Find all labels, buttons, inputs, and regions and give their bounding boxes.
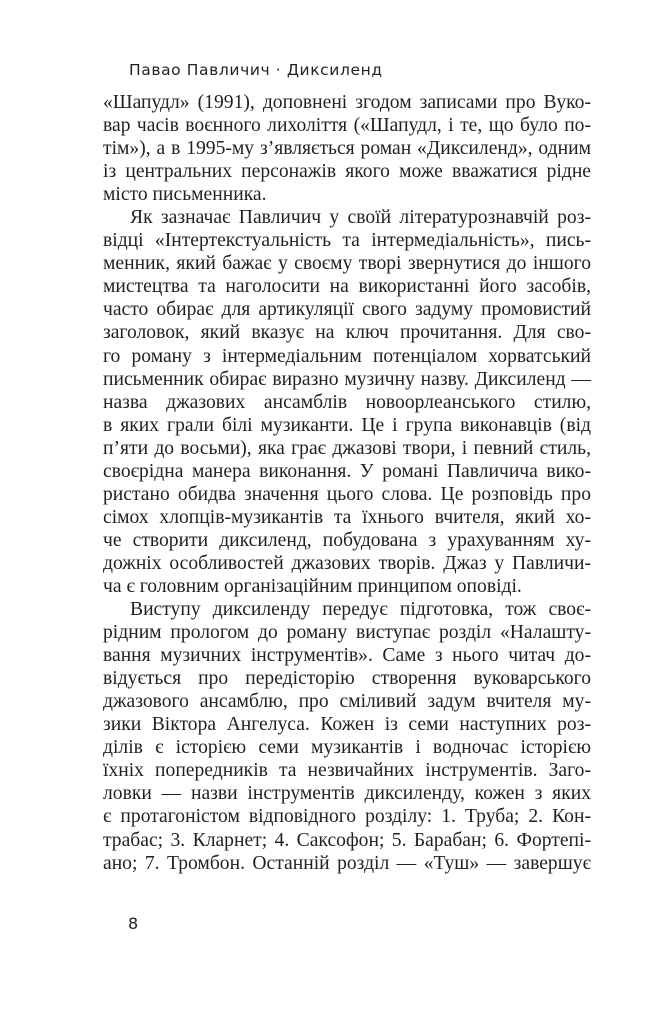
text-line: часто обирає для артикуляції свого задуму промовистий (103, 299, 591, 321)
text-line: назва джазових ансамблів новоорлеанського стилю, (103, 391, 591, 413)
text-line: ча є головним організаційним принципом оповіді. (103, 575, 522, 597)
paragraph (103, 91, 591, 206)
text-line: із центральних персонажів якого може вважатися рідне (103, 161, 591, 183)
text-line: тім»), а в 1995-му з’являється роман «Диксиленд», одним (103, 138, 591, 160)
paragraph (103, 598, 591, 875)
text-line: «Шапудл» (1991), доповнені згодом записами про Вуко- (103, 92, 591, 113)
text-line: Як зазначає Павличич у своїй літературознавчій роз- (130, 207, 591, 229)
text-line: є протагоністом відповідного розділу: 1. Труба; 2. Кон- (103, 806, 591, 828)
text-line: вання музичних інструментів». Саме з нього читач до- (103, 645, 591, 667)
text-line: заголовок, який вказує на ключ прочитання. Для сво- (103, 322, 591, 344)
text-line: ано; 7. Тромбон. Останній розділ — «Туш» — завершує (103, 852, 591, 874)
text-line: ловки — назви інструментів диксиленду, кожен з яких (103, 783, 591, 805)
text-line: відується про передісторію створення вуковарського (103, 668, 591, 690)
text-line: письменник обирає виразно музичну назву. Диксиленд — (103, 368, 591, 390)
text-line: джазового ансамблю, про сміливий задум вчителя му- (103, 691, 591, 713)
text-line: менник, який бажає у своєму творі звернутися до іншого (103, 253, 591, 275)
text-line: че створити диксиленд, побудована з урахуванням ху- (103, 529, 591, 551)
text-line: рідним прологом до роману виступає розділ «Налашту- (103, 622, 591, 644)
text-line: відці «Інтертекстуальність та інтермедіальність», пись- (103, 230, 591, 252)
text-line: в яких грали білі музиканти. Це і група виконавців (від (103, 414, 591, 436)
text-line: їхніх попередників та незвичайних інструментів. Заго- (103, 760, 591, 782)
text-line: п’яти до восьми), яка грає джазові твори, і певний стиль, (103, 437, 591, 459)
paragraph (103, 206, 591, 598)
text-line: ділів є історією семи музикантів і водночас історією (103, 737, 591, 759)
page-number: 8 (128, 914, 139, 933)
text-line: ристано обидва значення цього слова. Це розповідь про (103, 483, 591, 505)
text-line: своєрідна манера виконання. У романі Павличича вико- (103, 460, 591, 482)
text-line: зики Віктора Ангелуса. Кожен із семи наступних роз- (103, 714, 591, 736)
text-line: сімох хлопців-музикантів та їхнього вчителя, який хо- (103, 506, 591, 528)
running-header: Павао Павличич · Диксиленд (129, 61, 383, 79)
text-line: Виступу диксиленду передує підготовка, тож своє- (130, 599, 591, 621)
text-line: мистецтва та наголосити на використанні його засобів, (103, 276, 591, 298)
body-text (103, 91, 591, 875)
text-line: місто письменника. (103, 184, 267, 206)
text-line: вар часів воєнного лихоліття («Шапудл, і те, що було по- (103, 115, 591, 137)
text-line: дожніх особливостей джазових творів. Джаз у Павличи- (103, 552, 591, 574)
text-line: трабас; 3. Кларнет; 4. Саксофон; 5. Барабан; 6. Фортепі- (103, 829, 591, 851)
text-line: го роману з інтермедіальним потенціалом хорватський (103, 345, 591, 367)
